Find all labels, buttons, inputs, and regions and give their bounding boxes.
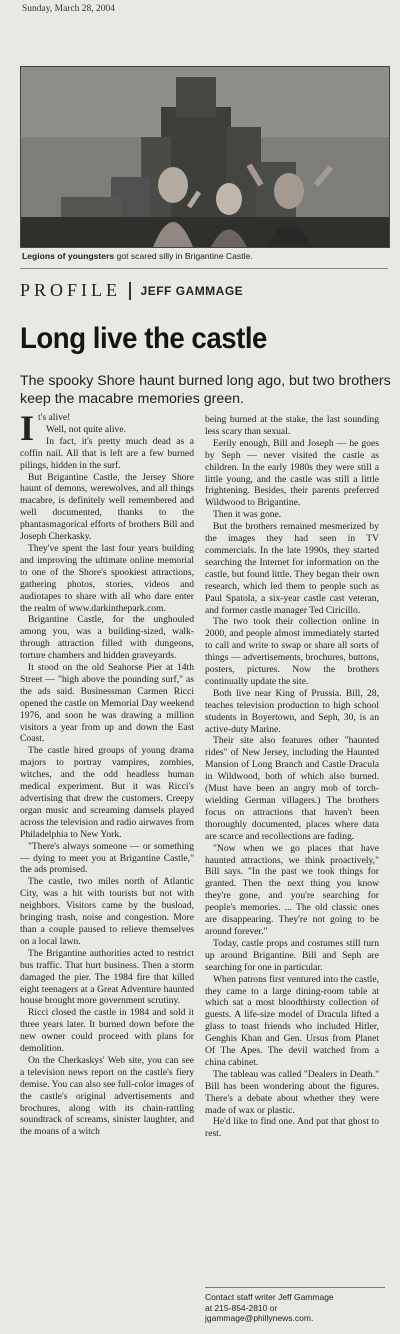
- article-paragraph: Eerily enough, Bill and Joseph — he goes by Seph — never visited the castle as children. In the early 1980s they were still a little young, and the castle was still a little frightening. Besides, their parents preferred Wildwood to Brigantine.: [205, 437, 379, 509]
- contact-divider: [205, 1287, 385, 1288]
- article-paragraph: On the Cherkaskys' Web site, you can see a television news report on the castle's fiery demise. You can also see full-color images of the castle's original advertisements and brochures, along with its chain-rattling soundtrack of screams, sinister laughter, and the moans of a witch: [20, 1054, 194, 1138]
- castle-photo-image: [21, 67, 389, 247]
- article-paragraph: Both live near King of Prussia. Bill, 28, teaches television production to high school students in Boyertown, and Seph, 30, is an active-duty Marine.: [205, 687, 379, 735]
- article-paragraph: Brigantine Castle, for the unghouled among you, was a building-sized, walk-through attraction filled with dungeons, torture chambers and hidden graveyards.: [20, 614, 194, 662]
- drop-cap: I: [20, 408, 35, 448]
- article-paragraph: "Now when we go places that have haunted attractions, we think proactively," Bill says. "In the past we took things for granted. Then the next thing you know they're gone, and you're searching for people's memories. ... The old classic ones are disappearing. They're not going to be around forever.": [205, 842, 379, 937]
- article-paragraph: Ricci closed the castle in 1984 and sold it three years later. It burned down before the new owner could proceed with plans for demolition.: [20, 1007, 194, 1055]
- article-paragraph: Well, not quite alive.: [46, 423, 126, 435]
- contact-email[interactable]: jgammage@phillynews.com.: [205, 1313, 314, 1323]
- article-paragraph: The two took their collection online in 2000, and people almost immediately started to call and write to swap or share all sorts of things — advertisements, brochures, buttons, posters, pictures. Now the brothers continually update the site.: [205, 616, 379, 687]
- castle-photo: [20, 66, 390, 248]
- article-paragraph: The castle, two miles north of Atlantic City, was a hit with tourists but not with neighbors. Visitors came by the busload, bringing trash, noise and congestion. More than a couple paused to relieve themselves on a local lawn.: [20, 876, 194, 947]
- article-paragraph: Their site also features other "haunted rides" of New Jersey, including the Haunted Mansion of Long Branch and Castle Dracula in Wildwood, both of which also burned. (Must have been an angry mob of torch-wielding German villagers.) The brothers focus on attractions that haven't been thoroughly documented, places where data are scarce and recollections are fading.: [205, 735, 379, 842]
- article-paragraph: The tableau was called "Dealers in Death." Bill has been wondering about the figures. There's a debate about whether they were made of wax or plastic.: [205, 1068, 379, 1116]
- article-paragraph: Then it was gone.: [213, 509, 282, 521]
- article-paragraph: being burned at the stake, the last sounding less scary than sexual.: [205, 414, 379, 437]
- section-header: [20, 280, 388, 301]
- article-paragraph: It's alive!: [20, 408, 71, 448]
- article-paragraph: The Brigantine authorities acted to restrict bus traffic. That hurt business. Then a storm damaged the pier. The 1984 fire that killed eight teenagers at a Great Adventure haunted house brought more government scrutiny.: [20, 947, 194, 1007]
- dek: The spooky Shore haunt burned long ago, but two brothers keep the macabre memories green.: [20, 373, 391, 407]
- headline: Long live the castle: [20, 322, 267, 355]
- divider: [20, 268, 388, 269]
- article-paragraph: They've spent the last four years building and improving the ultimate online memorial to one of the Shore's spookiest attractions, gathering photos, stories, videos and audiotapes to share with all who dare enter the realm of www.darkinthepark.com.: [20, 542, 194, 614]
- contact-line: Contact staff writer Jeff Gammage: [205, 1292, 334, 1302]
- photo-caption: [22, 251, 388, 261]
- article-paragraph: "There's always someone — or something — dying to meet you at Brigantine Castle," the ads promised.: [20, 840, 194, 876]
- article-paragraph: In fact, it's pretty much dead as a coffin nail. All that is left are a few burned pilings, hidden in the surf.: [20, 435, 194, 471]
- article-paragraph: But the brothers remained mesmerized by the images they had seen in TV commercials. In the late 1990s, they started searching the Internet for information on the castle, but found little. They began their own research, which led them to people such as Paul Spatola, a six-year castle cast veteran, and former castle manager Ted Ciricillo.: [205, 521, 379, 616]
- section-label: PROFILE: [20, 280, 122, 300]
- article-paragraph: Today, castle props and costumes still turn up around Brigantine. Bill and Seph are searching for one in particular.: [205, 937, 379, 973]
- article-column-2: [205, 414, 379, 1140]
- contact-phone: at 215-854-2810 or: [205, 1302, 278, 1313]
- article-paragraph: When patrons first ventured into the castle, they came to a large dining-room table at which sat a most bloodthirsty collection of guests. A life-size model of Dracula lifted a glass to toast friends who included Hitler, Genghis Khan and Gen. Ursus from Planet Of The Apes. The devil watched from a china cabinet.: [205, 973, 379, 1068]
- article-paragraph: But Brigantine Castle, the Jersey Shore haunt of demons, werewolves, and all things macabre, is definitely well remembered and well documented, thanks to the phantasmagorical efforts of brothers Bill and Joseph Cherkasky.: [20, 471, 194, 543]
- article-paragraph: The castle hired groups of young drama majors to portray vampires, zombies, witches, and the odd headless human medical experiment. But it was Ricci's advertising that drew the customers. Creepy organ music and screaming damsels played across the television and radio airwaves from Philadelphia to New York.: [20, 745, 194, 840]
- dateline: Sunday, March 28, 2004: [22, 4, 116, 14]
- article-paragraph: It stood on the old Seahorse Pier at 14th Street — "high above the pounding surf," as the ads said. Businessman Carmen Ricci opened the castle on Memorial Day weekend 1976, and soon he was drawing a million visitors a year from up and down the East Coast.: [20, 662, 194, 745]
- contact-info: [205, 1292, 385, 1324]
- article-paragraph: He'd like to find one. And put that ghost to rest.: [205, 1116, 379, 1140]
- caption-lead: Legions of youngsters: [22, 251, 115, 261]
- article-column-1: [20, 408, 194, 1138]
- section-divider: [129, 282, 131, 300]
- caption-text: got scared silly in Brigantine Castle.: [114, 251, 253, 261]
- byline: JEFF GAMMAGE: [140, 283, 244, 298]
